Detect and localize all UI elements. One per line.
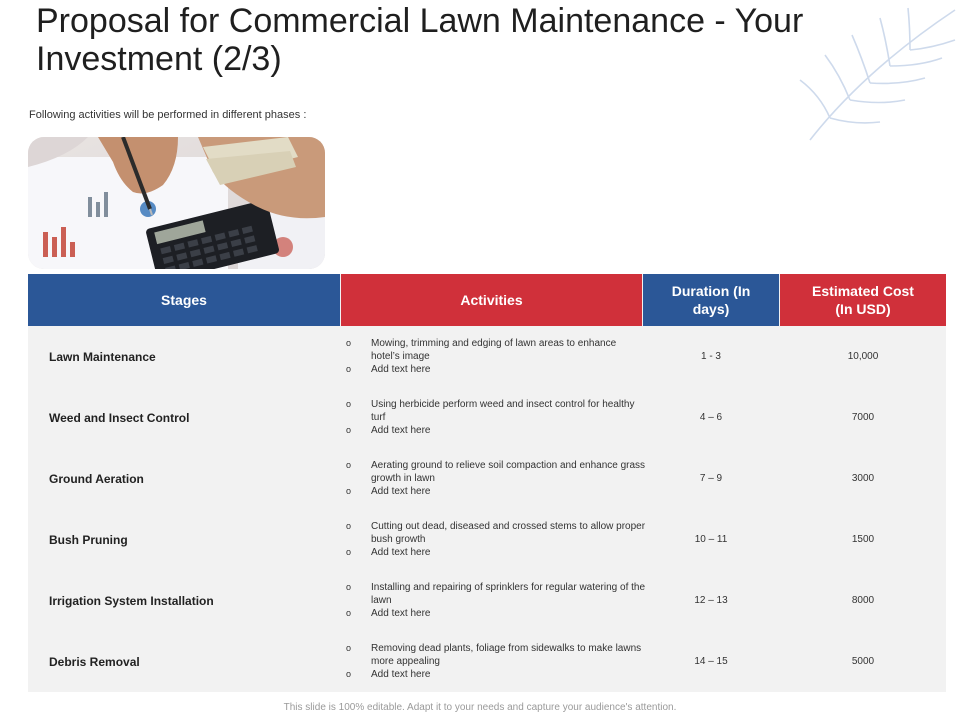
stage-name: Bush Pruning — [49, 532, 128, 547]
cost-value: 7000 — [851, 412, 875, 423]
list-item: o Cutting out dead, diseased and crossed stems to allow proper bush growth — [346, 521, 646, 545]
header-duration: Duration (In days) — [643, 274, 779, 326]
list-item: o Installing and repairing of sprinklers for regular watering of the lawn — [346, 582, 646, 606]
stage-name: Weed and Insect Control — [49, 410, 190, 425]
duration-value: 14 – 15 — [694, 656, 728, 667]
activity-list — [346, 459, 646, 498]
palm-leaf-decoration — [770, 0, 960, 150]
intro-text: Following activities will be performed in different phases : — [29, 109, 307, 121]
bullet-icon: o — [346, 521, 352, 531]
header-stages: Stages — [28, 274, 340, 326]
list-item: o Add text here — [346, 425, 431, 436]
cost-value: 3000 — [851, 473, 875, 484]
list-item: o Using herbicide perform weed and insect control for healthy turf — [346, 399, 635, 423]
list-item: o Mowing, trimming and edging of lawn areas to enhance hotel’s image — [346, 338, 617, 362]
header-cost: Estimated Cost (In USD) — [780, 274, 946, 326]
table-row — [28, 570, 946, 631]
hand-writing-calculator-photo — [28, 137, 325, 269]
cost-value: 5000 — [851, 656, 875, 667]
list-item: o Aerating ground to relieve soil compaction and enhance grass growth in lawn — [346, 460, 646, 484]
bullet-icon: o — [346, 582, 352, 592]
stage-name: Irrigation System Installation — [49, 593, 214, 608]
table-header — [28, 274, 946, 326]
list-item: o Add text here — [346, 608, 431, 619]
table-row — [28, 387, 946, 448]
cost-value: 10,000 — [847, 351, 879, 362]
bullet-icon: o — [346, 399, 352, 409]
bullet-icon: o — [346, 643, 352, 653]
list-item: o Removing dead plants, foliage from sidewalks to make lawns more appealing — [346, 643, 642, 667]
table-row — [28, 448, 946, 509]
stage-name: Lawn Maintenance — [49, 349, 156, 364]
list-item: o Add text here — [346, 486, 431, 497]
duration-value: 10 – 11 — [694, 534, 728, 545]
activity-list — [346, 398, 646, 437]
stage-name: Debris Removal — [49, 654, 140, 669]
bullet-icon: o — [346, 364, 352, 374]
bullet-icon: o — [346, 547, 352, 557]
table-row — [28, 509, 946, 570]
list-item: o Add text here — [346, 669, 431, 680]
bullet-icon: o — [346, 338, 352, 348]
bullet-icon: o — [346, 608, 352, 618]
table-row — [28, 631, 946, 692]
cost-value: 1500 — [851, 534, 875, 545]
bullet-icon: o — [346, 425, 352, 435]
bullet-icon: o — [346, 669, 352, 679]
activity-list — [346, 337, 646, 376]
bullet-icon: o — [346, 460, 352, 470]
duration-value: 4 – 6 — [699, 412, 723, 423]
footer-note: This slide is 100% editable. Adapt it to your needs and capture your audience's attention. — [283, 702, 677, 713]
duration-value: 7 – 9 — [699, 473, 723, 484]
activity-list — [346, 581, 646, 620]
header-activities: Activities — [341, 274, 642, 326]
activity-list — [346, 520, 646, 559]
investment-table — [28, 274, 946, 692]
table-row — [28, 326, 946, 387]
duration-value: 1 - 3 — [700, 351, 721, 362]
activity-list — [346, 642, 646, 681]
list-item: o Add text here — [346, 547, 431, 558]
bullet-icon: o — [346, 486, 352, 496]
duration-value: 12 – 13 — [694, 595, 728, 606]
stage-name: Ground Aeration — [49, 471, 144, 486]
cost-value: 8000 — [851, 595, 875, 606]
page-title: Proposal for Commercial Lawn Maintenance - Your Investment (2/3) — [36, 2, 804, 78]
list-item: o Add text here — [346, 364, 431, 375]
